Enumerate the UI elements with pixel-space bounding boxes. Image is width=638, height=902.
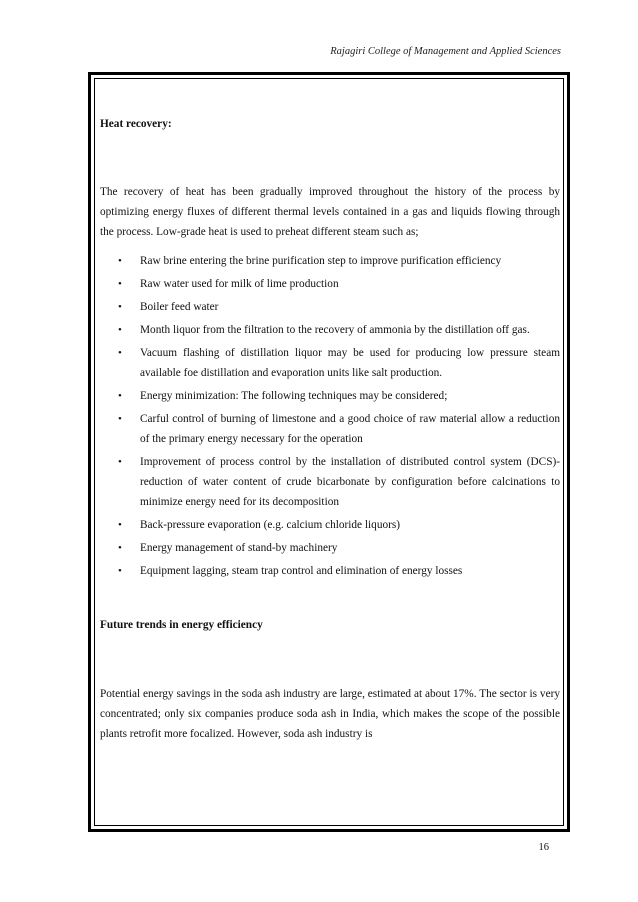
list-item-text: Back-pressure evaporation (e.g. calcium chloride liquors) bbox=[140, 519, 401, 531]
bullet-icon: • bbox=[118, 324, 122, 336]
section-heading-heat-recovery: Heat recovery: bbox=[100, 118, 172, 130]
bullet-icon: • bbox=[118, 565, 122, 577]
list-item bbox=[100, 274, 560, 294]
list-item-text: Raw water used for milk of lime production bbox=[140, 278, 339, 290]
list-item bbox=[100, 320, 560, 340]
list-item bbox=[100, 409, 560, 449]
list-item-text: Equipment lagging, steam trap control and elimination of energy losses bbox=[140, 565, 463, 577]
bullet-icon: • bbox=[118, 255, 122, 267]
list-item bbox=[100, 452, 560, 512]
bullet-icon: • bbox=[118, 456, 122, 468]
page-header: Rajagiri College of Management and Applied Sciences bbox=[330, 46, 561, 57]
section-heading-future-trends: Future trends in energy efficiency bbox=[100, 619, 263, 631]
bullet-icon: • bbox=[118, 347, 122, 359]
list-item-text: Vacuum flashing of distillation liquor may be used for producing low pressure steam available foe distillation and evaporation units like salt production. bbox=[140, 347, 560, 379]
list-item bbox=[100, 538, 560, 558]
bullet-icon: • bbox=[118, 278, 122, 290]
list-item bbox=[100, 515, 560, 535]
heat-recovery-list bbox=[100, 251, 560, 581]
list-item bbox=[100, 561, 560, 581]
list-item bbox=[100, 251, 560, 271]
page-content bbox=[100, 80, 560, 744]
bullet-icon: • bbox=[118, 542, 122, 554]
list-item-text: Raw brine entering the brine purification step to improve purification efficiency bbox=[140, 255, 502, 267]
bullet-icon: • bbox=[118, 301, 122, 313]
list-item-text: Energy minimization: The following techniques may be considered; bbox=[140, 390, 448, 402]
bullet-icon: • bbox=[118, 413, 122, 425]
list-item-text: Carful control of burning of limestone and a good choice of raw material allow a reduction of the primary energy necessary for the operation bbox=[140, 413, 560, 445]
list-item-text: Improvement of process control by the installation of distributed control system (DCS)-reduction of water content of crude bicarbonate by configuration before calcinations to minimize energy need for its decomposition bbox=[140, 456, 560, 508]
page-number: 16 bbox=[538, 842, 549, 853]
future-trends-paragraph: Potential energy savings in the soda ash industry are large, estimated at about 17%. The sector is very concentrated; only six companies produce soda ash in India, which makes the scope of the possible plants retrofit more focalized. However, soda ash industry is bbox=[100, 688, 560, 740]
list-item-text: Boiler feed water bbox=[140, 301, 219, 313]
list-item bbox=[100, 343, 560, 383]
list-item-text: Energy management of stand-by machinery bbox=[140, 542, 338, 554]
list-item-text: Month liquor from the filtration to the recovery of ammonia by the distillation off gas. bbox=[140, 324, 530, 336]
list-item bbox=[100, 386, 560, 406]
list-item bbox=[100, 297, 560, 317]
bullet-icon: • bbox=[118, 390, 122, 402]
bullet-icon: • bbox=[118, 519, 122, 531]
heat-recovery-paragraph: The recovery of heat has been gradually improved throughout the history of the process by optimizing energy fluxes of different thermal levels contained in a gas and liquids flowing through the process. Low-grade heat is used to preheat different steam such as; bbox=[100, 186, 560, 238]
